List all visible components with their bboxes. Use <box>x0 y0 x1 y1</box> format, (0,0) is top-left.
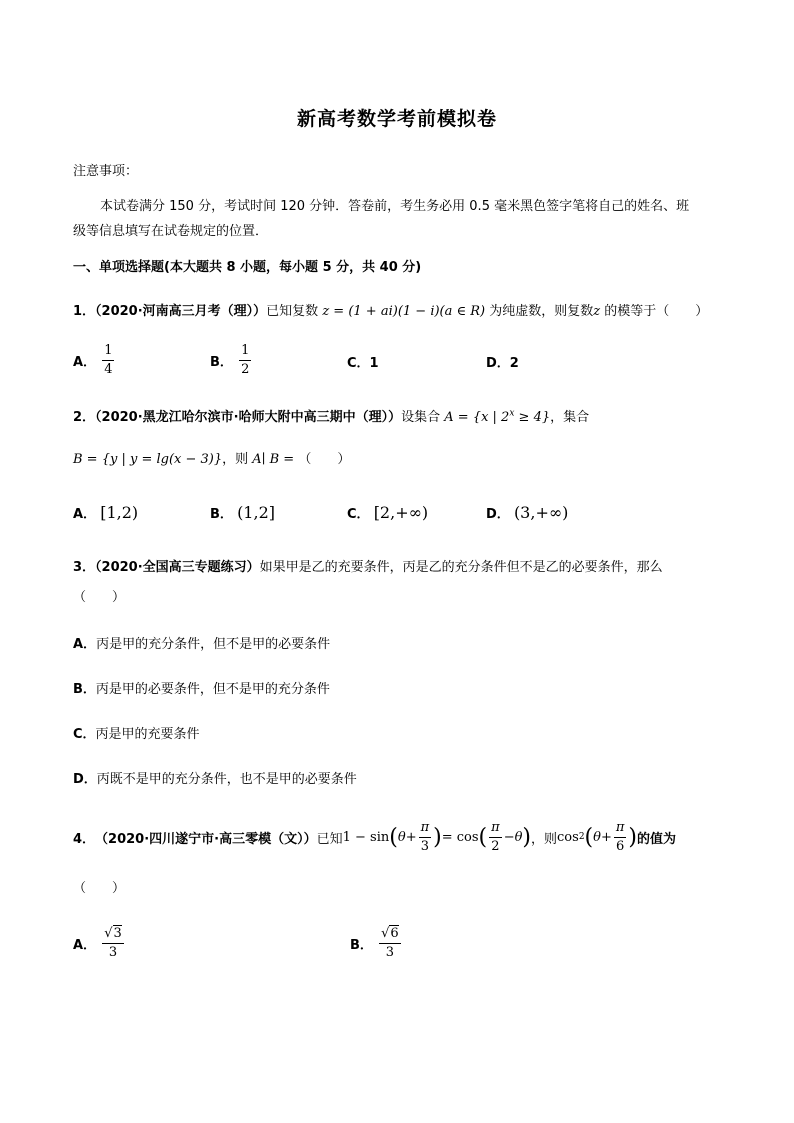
q4-text-b: ，则 <box>531 831 558 847</box>
notice-heading: 注意事项： <box>73 164 139 179</box>
q2-number: 2． <box>73 410 96 425</box>
q1-option-b-label: B． <box>210 355 233 370</box>
q1-option-a[interactable] <box>73 342 116 379</box>
q3-option-c-label: C． <box>73 727 96 742</box>
q1-option-d[interactable] <box>486 352 519 371</box>
q4-paren: （ ） <box>73 881 126 896</box>
q2-option-a-label: A． <box>73 507 97 522</box>
q2-text-d: （ ） <box>298 452 351 467</box>
section-heading: 一、单项选择题(本大题共 8 小题，每小题 5 分，共 40 分) <box>73 260 422 275</box>
q2-source: （2020·黑龙江哈尔滨市·哈师大附中高三期中（理）） <box>95 410 402 425</box>
q3-option-a[interactable] <box>73 633 330 652</box>
q2-option-c-label: C． <box>347 507 370 522</box>
q4-target-expr: cos 2 ( θ + $\frac{\pi}{6}$ ) <box>557 819 638 854</box>
q2-option-b[interactable] <box>210 503 275 522</box>
q1-text-a: 已知复数 <box>266 304 319 319</box>
q4-option-a-frac: $\frac{√3}{3}$ <box>104 926 122 960</box>
q3-option-b-label: B． <box>73 682 96 697</box>
q2-option-b-label: B． <box>210 507 233 522</box>
question-3 <box>73 556 663 575</box>
q3-option-a-text: 丙是甲的充分条件，但不是甲的必要条件 <box>96 637 331 652</box>
q2-option-a[interactable] <box>73 503 138 522</box>
q1-option-d-value: 2 <box>509 356 519 371</box>
question-1 <box>73 300 708 319</box>
q2-option-d-label: D． <box>486 507 510 522</box>
q3-number: 3． <box>73 560 96 575</box>
page-title: 新高考数学考前模拟卷 <box>296 108 497 130</box>
q1-text-b: 为纯虚数，则复数 <box>489 304 594 319</box>
q4-equation: 1 − sin ( θ + $\frac{\pi}{3}$ ) = cos ( $\frac{\pi}{2}$ − θ ) <box>342 819 532 854</box>
q1-source: （2020·河南高三月考（理）） <box>95 304 267 319</box>
q3-paren: （ ） <box>73 590 126 605</box>
q1-number: 1． <box>73 304 96 319</box>
q1-option-c-label: C． <box>347 356 370 371</box>
notice-line-2: 级等信息填写在试卷规定的位置． <box>73 224 269 239</box>
q1-option-c[interactable] <box>347 352 379 371</box>
q2-set-a: A = {x | $2^x \ge 4$} <box>444 408 551 425</box>
q3-option-a-label: A． <box>73 637 97 652</box>
q2-option-c-value: [2,+∞) <box>373 503 429 522</box>
q2-option-c[interactable] <box>347 503 428 522</box>
q3-source: （2020·全国高三专题练习） <box>95 560 260 575</box>
q2-option-b-value: (1,2] <box>237 503 275 522</box>
q3-text: 如果甲是乙的充要条件，丙是乙的充分条件但不是乙的必要条件，那么 <box>259 560 663 575</box>
q2-text-c: ，则 <box>222 452 249 467</box>
q4-text-a: 已知 <box>316 831 343 847</box>
q2-expr: A∣ B = <box>252 452 295 467</box>
q3-option-d-text: 丙既不是甲的充分条件，也不是甲的必要条件 <box>96 772 357 787</box>
q4-option-b-label: B． <box>350 938 373 953</box>
q1-var: z <box>593 304 601 319</box>
q3-option-d[interactable] <box>73 768 357 787</box>
q1-option-a-label: A． <box>73 355 97 370</box>
q3-option-d-label: D． <box>73 772 97 787</box>
q1-option-d-label: D． <box>486 356 510 371</box>
q4-option-b-frac: $\frac{√6}{3}$ <box>381 926 399 960</box>
q4-option-a-label: A． <box>73 938 97 953</box>
q2-option-d[interactable] <box>486 503 568 522</box>
q2-option-d-value: (3,+∞) <box>513 503 569 522</box>
q2-option-a-value: [1,2) <box>100 503 139 522</box>
notice-line-1: 本试卷满分 150 分，考试时间 120 分钟．答卷前，考生务必用 0.5 毫米黑色签字笔将自己的姓名、班 <box>100 199 690 214</box>
q2-text-a: 设集合 <box>401 410 441 425</box>
q4-option-a[interactable] <box>73 925 126 962</box>
q2-set-b: B = {y | y = lg(x − 3)} <box>73 452 223 467</box>
q4-source: （2020·四川遂宁市·高三零模（文）） <box>95 831 317 847</box>
question-4 <box>73 814 676 860</box>
q1-option-c-value: 1 <box>369 356 379 371</box>
q4-text-c: 的值为 <box>637 831 677 847</box>
q4-number: 4． <box>73 831 96 847</box>
q2-text-b: ，集合 <box>550 410 590 425</box>
question-2 <box>73 406 589 425</box>
q3-option-c-text: 丙是甲的充要条件 <box>95 727 200 742</box>
q3-option-b[interactable] <box>73 678 330 697</box>
q1-option-b-frac: $\frac{1}{2}$ <box>241 343 250 377</box>
q1-option-b[interactable] <box>210 342 253 379</box>
question-2-line-2 <box>73 448 350 467</box>
q3-option-c[interactable] <box>73 723 200 742</box>
q1-text-c: 的模等于（ ） <box>604 304 709 319</box>
q3-option-b-text: 丙是甲的必要条件，但不是甲的充分条件 <box>95 682 330 697</box>
q1-option-a-frac: $\frac{1}{4}$ <box>104 343 113 377</box>
q4-option-b[interactable] <box>350 925 403 962</box>
q1-formula: z = (1 + ai)(1 − i)(a ∈ R) <box>322 304 486 319</box>
